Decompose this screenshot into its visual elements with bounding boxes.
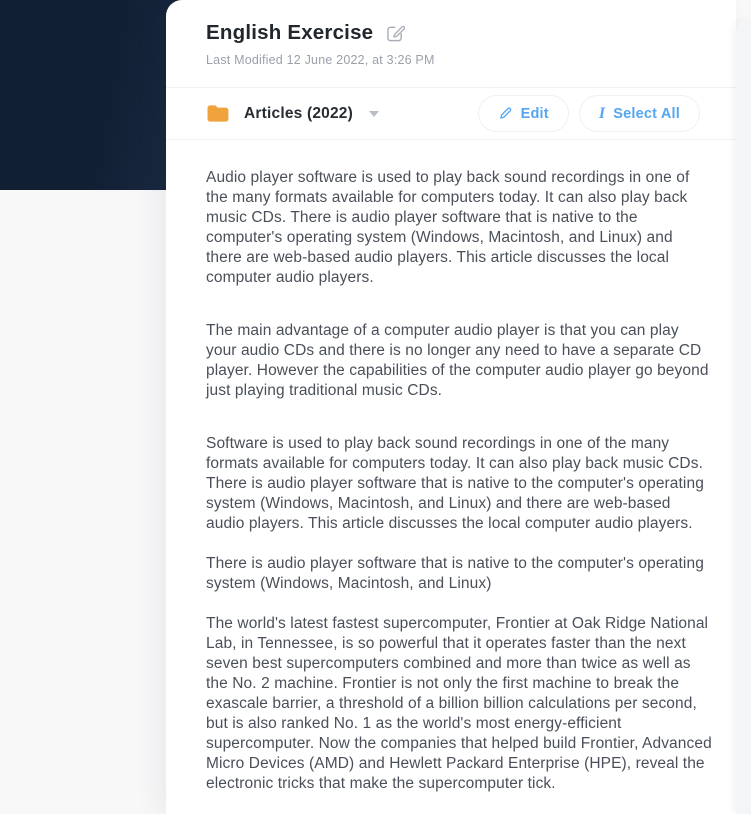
- pencil-icon: [498, 106, 513, 121]
- paragraph: The main advantage of a computer audio player is that you can play your audio CDs and there is no longer any need to have a separate CD player. However the capabilities of the computer audio player go beyond just playing traditional music CDs.: [206, 322, 709, 399]
- collection-selector[interactable]: [206, 104, 379, 123]
- paragraph: Audio player software is used to play back sound recordings in one of the many formats available for computers today. It can also play back music CDs. There is audio player software that is native to the computer's operating system (Windows, Macintosh, and Linux) and there are web-based audio players. This article discusses the local computer audio players.: [206, 169, 690, 286]
- edit-button-label: Edit: [520, 105, 549, 122]
- toolbar: [166, 87, 736, 140]
- folder-icon: [206, 104, 229, 123]
- edit-button[interactable]: [478, 95, 569, 132]
- page-title: English Exercise: [206, 21, 374, 44]
- stacked-page-edge: [736, 20, 751, 814]
- select-all-button-label: Select All: [613, 105, 680, 122]
- document-header: [166, 0, 736, 67]
- paragraph: Software is used to play back sound recordings in one of the many formats available for computers today. It can also play back music CDs. There is audio player software that is native to the computer's operating system (Windows, Macintosh, and Linux) and there are web-based audio players. This article discusses the local computer audio players.: [206, 435, 704, 532]
- document-panel: [166, 0, 736, 814]
- article-body: [166, 140, 736, 794]
- last-modified-text: Last Modified 12 June 2022, at 3:26 PM: [206, 53, 435, 67]
- italic-cursor-icon: I: [598, 104, 606, 122]
- sidebar: [0, 0, 188, 190]
- paragraph: There is audio player software that is native to the computer's operating system (Windows, Macintosh, and Linux): [206, 555, 704, 592]
- rename-title-icon[interactable]: [386, 24, 405, 43]
- collection-label: Articles (2022): [244, 104, 353, 122]
- paragraph: The world's latest fastest supercomputer, Frontier at Oak Ridge National Lab, in Tennessee, is so powerful that it operates faster than the next seven best supercomputers combined and more than twice as well as the No. 2 machine. Frontier is not only the first machine to break the exascale barrier, a threshold of a billion billion calculations per second, but is also ranked No. 1 as the world's most energy-efficient supercomputer. Now the companies that helped build Frontier, Advanced Micro Devices (AMD) and Hewlett Packard Enterprise (HPE), reveal the electronic tricks that make the supercomputer tick.: [206, 615, 712, 792]
- chevron-down-icon: [369, 111, 379, 117]
- select-all-button[interactable]: [579, 95, 700, 132]
